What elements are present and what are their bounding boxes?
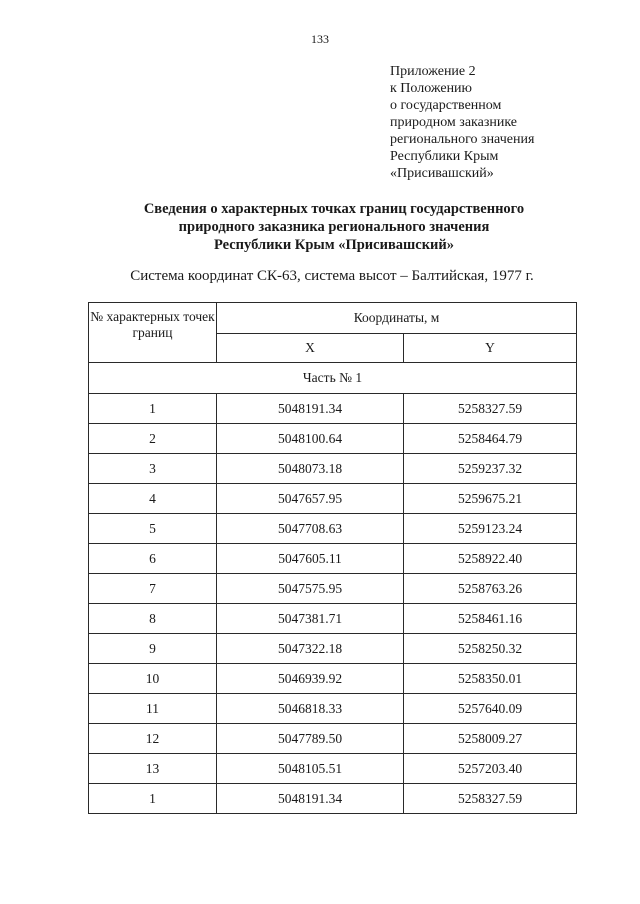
part-label: Часть № 1 <box>89 363 577 394</box>
point-number-cell: 11 <box>89 694 217 724</box>
point-number-cell: 10 <box>89 664 217 694</box>
x-coordinate-cell: 5048073.18 <box>217 454 404 484</box>
table-row <box>89 574 577 604</box>
y-header: Y <box>404 334 577 363</box>
document-title <box>0 200 640 254</box>
point-number-cell: 6 <box>89 544 217 574</box>
x-coordinate-cell: 5047789.50 <box>217 724 404 754</box>
x-coordinate-cell: 5047381.71 <box>217 604 404 634</box>
appendix-line: Приложение 2 <box>390 64 476 79</box>
y-coordinate-cell: 5258009.27 <box>404 724 577 754</box>
y-coordinate-cell: 5257640.09 <box>404 694 577 724</box>
table-row <box>89 604 577 634</box>
y-coordinate-cell: 5258461.16 <box>404 604 577 634</box>
table-row <box>89 754 577 784</box>
table-row <box>89 544 577 574</box>
x-coordinate-cell: 5047575.95 <box>217 574 404 604</box>
x-coordinate-cell: 5047605.11 <box>217 544 404 574</box>
title-line: Сведения о характерных точках границ государственного <box>143 201 525 217</box>
y-coordinate-cell: 5258327.59 <box>404 394 577 424</box>
y-coordinate-cell: 5258250.32 <box>404 634 577 664</box>
appendix-line: Республики Крым <box>390 149 499 164</box>
x-coordinate-cell: 5047657.95 <box>217 484 404 514</box>
y-coordinate-cell: 5257203.40 <box>404 754 577 784</box>
point-number-cell: 1 <box>89 784 217 814</box>
x-coordinate-cell: 5048191.34 <box>217 784 404 814</box>
appendix-line: регионального значения <box>390 132 535 147</box>
title-line: Республики Крым «Присивашский» <box>213 237 455 253</box>
x-coordinate-cell: 5047322.18 <box>217 634 404 664</box>
table-row <box>89 394 577 424</box>
coordinates-table <box>88 302 577 814</box>
point-number-cell: 9 <box>89 634 217 664</box>
y-coordinate-cell: 5259237.32 <box>404 454 577 484</box>
x-coordinate-cell: 5048100.64 <box>217 424 404 454</box>
point-number-cell: 8 <box>89 604 217 634</box>
part-row <box>89 363 577 394</box>
point-number-cell: 1 <box>89 394 217 424</box>
table-row <box>89 454 577 484</box>
point-number-cell: 4 <box>89 484 217 514</box>
table-row <box>89 484 577 514</box>
y-coordinate-cell: 5258327.59 <box>404 784 577 814</box>
coordinate-system-caption: Система координат СК-63, система высот – Балтийская, 1977 г. <box>130 268 534 284</box>
x-header: X <box>217 334 404 363</box>
point-number-cell: 7 <box>89 574 217 604</box>
table-row <box>89 694 577 724</box>
table-row <box>89 724 577 754</box>
table-row <box>89 514 577 544</box>
x-coordinate-cell: 5046939.92 <box>217 664 404 694</box>
x-coordinate-cell: 5046818.33 <box>217 694 404 724</box>
appendix-line: о государственном <box>390 98 502 113</box>
table-row <box>89 784 577 814</box>
page-number: 133 <box>311 32 329 46</box>
y-coordinate-cell: 5258464.79 <box>404 424 577 454</box>
x-coordinate-cell: 5047708.63 <box>217 514 404 544</box>
title-line: природного заказника регионального значения <box>178 219 490 235</box>
appendix-line: к Положению <box>390 81 473 96</box>
y-coordinate-cell: 5258763.26 <box>404 574 577 604</box>
point-number-cell: 3 <box>89 454 217 484</box>
appendix-line: «Присивашский» <box>390 166 494 181</box>
appendix-line: природном заказнике <box>390 115 518 130</box>
point-number-cell: 12 <box>89 724 217 754</box>
table-header-row <box>89 303 577 334</box>
y-coordinate-cell: 5258922.40 <box>404 544 577 574</box>
y-coordinate-cell: 5259123.24 <box>404 514 577 544</box>
point-number-cell: 5 <box>89 514 217 544</box>
x-coordinate-cell: 5048191.34 <box>217 394 404 424</box>
table-row <box>89 424 577 454</box>
table-row <box>89 664 577 694</box>
point-number-cell: 2 <box>89 424 217 454</box>
table-row <box>89 634 577 664</box>
x-coordinate-cell: 5048105.51 <box>217 754 404 784</box>
y-coordinate-cell: 5258350.01 <box>404 664 577 694</box>
y-coordinate-cell: 5259675.21 <box>404 484 577 514</box>
coordinates-header: Координаты, м <box>217 303 577 334</box>
appendix-note <box>390 63 534 182</box>
point-number-header: № характерных точек границ <box>89 303 217 363</box>
point-number-cell: 13 <box>89 754 217 784</box>
